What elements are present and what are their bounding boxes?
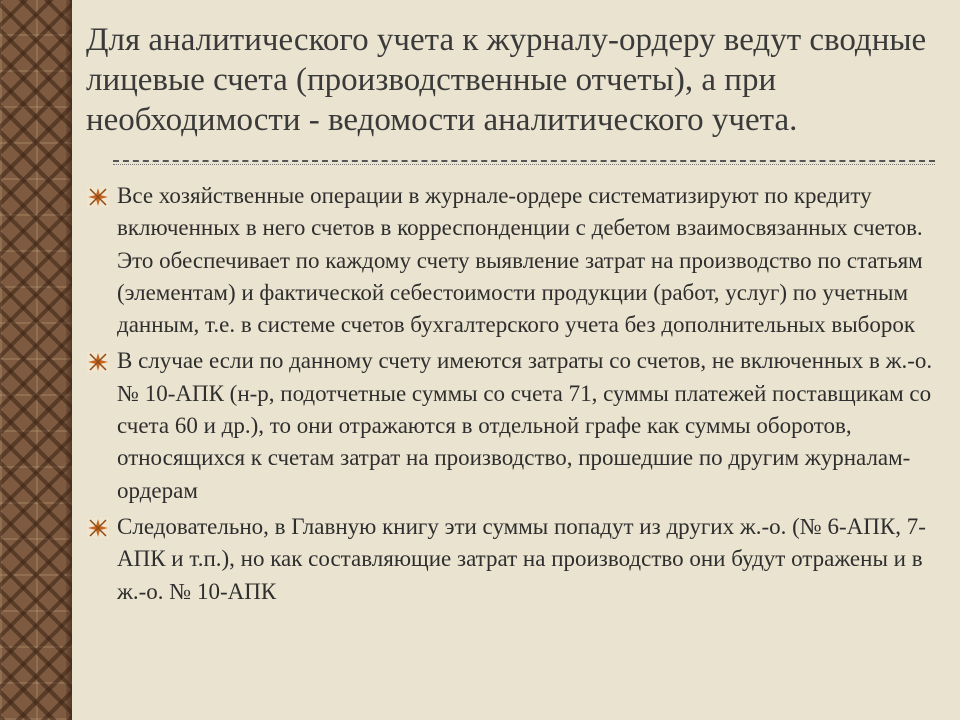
bullet-text: Все хозяйственные операции в журнале-ордере систематизируют по кредиту включенных в него счетов в корреспонденции с дебетом взаимосвязанных счетов. Это обеспечивает по каждому счету выявление затрат на производство по статьям (элементам) и фактической себестоимости продукции (работ, услуг) по учетным данным, т.е. в системе счетов бухгалтерского учета без дополнительных выборок — [117, 183, 923, 338]
decorative-sidebar — [0, 0, 72, 720]
bullet-text: В случае если по данному счету имеются затраты со счетов, не включенных в ж.-о. № 10-АПК (н-р, подотчетные суммы со счета 71, суммы платежей поставщикам со счета 60 и др.), то они отражаются в отдельной графе как суммы оборотов, относящихся к счетам затрат на производство, прошедшие по другим журналам-ордерам — [117, 348, 933, 503]
bullet-list — [86, 180, 948, 608]
bullet-item — [86, 345, 948, 506]
title-divider — [113, 160, 935, 166]
bullet-text: Следовательно, в Главную книгу эти суммы попадут из других ж.-о. (№ 6-АПК, 7-АПК и т.п.), но как составляющие затрат на производство они будут отражены и в ж.-о. № 10-АПК — [117, 513, 926, 604]
slide-title: Для аналитического учета к журналу-ордеру ведут сводные лицевые счета (производственные отчеты), а при необходимости - ведомости аналитического учета. — [86, 22, 927, 138]
bullet-ornament-icon — [86, 351, 110, 373]
bullet-item — [86, 511, 948, 608]
bullet-item — [86, 180, 948, 341]
bullet-ornament-icon — [86, 517, 110, 539]
bullet-ornament-icon — [86, 186, 110, 208]
